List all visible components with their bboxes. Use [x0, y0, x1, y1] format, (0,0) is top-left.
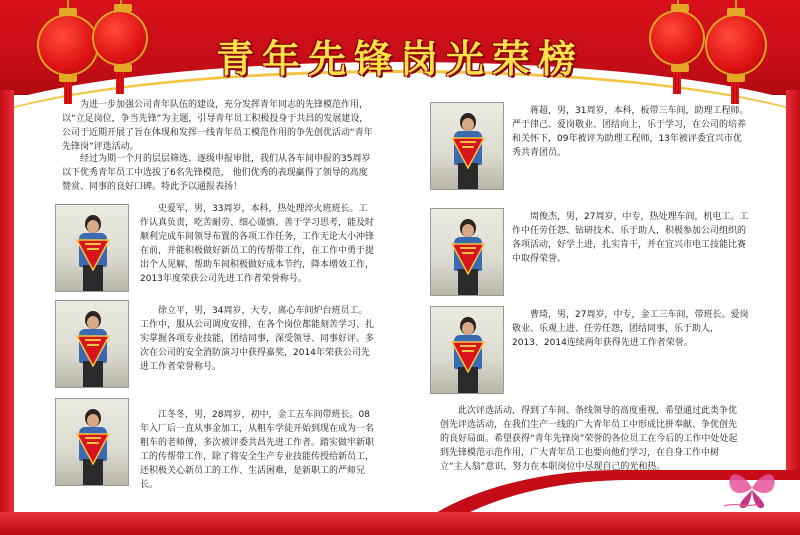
red-pennant-flag-icon [451, 341, 485, 373]
lantern-tassel [731, 82, 739, 104]
employee-photo [55, 204, 129, 292]
closing-paragraph: 此次评选活动，得到了车间、条线领导的高度重视，希望通过此类争优创先评选活动，在我们生产一线的广大青年员工中形成比拼奉献、争优创先的良好局面。希望获得“青年先锋岗”荣誉的各位员工在今后的工作中处处起到先锋模范示范作用，广大青年员工也要向他们学习，在自身工作中树立“主人翁”意识，努力在本职岗位中尽现自己的光和热。 [440, 406, 738, 472]
red-pennant-flag-icon [76, 433, 110, 465]
red-pennant-flag-icon [451, 137, 485, 169]
employee-photo [430, 102, 504, 190]
intro-paragraph-1: 为进一步加强公司青年队伍的建设，充分发挥青年同志的先锋模范作用，以“立足岗位，争当先锋”为主题，引导青年员工积极投身于共昌的发展建设，公司于近期开展了旨在体现和发挥一线青年员工模范作用的争先创优活动“青年先锋岗”评选活动。 [62, 100, 373, 152]
bottom-red-band [0, 512, 800, 535]
employee-photo [430, 208, 504, 296]
page-title: 青年先锋岗光荣榜 [215, 36, 584, 81]
bio-right-1: 蒋超，男，31周岁，本科，板带三车间，助理工程师。严于律己、爱岗敬业、团结向上，乐于学习，在公司的培养和关怀下，09年被评为助理工程师，13年被评委宜兴市优秀共青团员。 [512, 106, 749, 158]
red-pennant-flag-icon [451, 243, 485, 275]
employee-photo [55, 398, 129, 486]
bio-left-1: 史爱军，男，33周岁，本科，热处理淬火班班长。工作认真负责，吃苦耐劳、细心谨慎、善于学习思考，能及时顺利完成车间领导布置的各项工作任务，工作无论大小冲锋在前，并能积极做好新员工的传帮带工作，在工作中勇于提出个人见解，帮助车间积极做好成本节约，降本增效工作，2013年度荣获公司先进工作者荣誉称号。 [140, 204, 375, 284]
left-red-band [0, 90, 14, 535]
butterfly-flourish-icon [722, 462, 782, 512]
right-red-band [786, 90, 800, 535]
red-pennant-flag-icon [76, 239, 110, 271]
employee-photo [55, 300, 129, 388]
bio-right-2: 周俊杰，男，27周岁，中专，热处理车间，机电工。工作中任劳任怨、钻研技术、乐于助人，积极参加公司组织的各项活动，好学上进，扎实肯干，并在宜兴市电工技能比赛中取得荣誉。 [512, 212, 749, 264]
bio-left-2: 徐立平，男，34周岁，大专，离心车间炉台班员工。工作中，服从公司调度安排，在各个岗位都能刻苦学习、扎实掌握各项专业技能，团结同事，深受领导、同事好评。多次在公司的安全消防演习中获得嘉奖，2014年荣获公司先进工作者荣誉称号。 [140, 306, 375, 372]
intro-paragraph-2: 经过为期一个月的层层筛选、逐级申报审批，我们从各车间申报的35周岁以下优秀青年员工中选拔了6名先锋模范， 他们优秀的表现赢得了领导的高度赞赏、同事的良好口碑。特此予以通报表扬！ [62, 154, 371, 192]
red-pennant-flag-icon [76, 335, 110, 367]
employee-photo [430, 306, 504, 394]
bio-right-3: 曹琦，男，27周岁，中专，金工三车间，带班长。爱岗敬业、乐观上进、任劳任怨，团结同事，乐于助人，2013、2014连续两年获得先进工作者荣誉。 [512, 310, 749, 348]
bio-left-3: 江冬冬，男，28周岁，初中，金工五车间带班长。08年入厂后一直从事金加工，从粗车学徒开始到现在成为一名粗车的老师傅，多次被评委共昌先进工作者。踏实做牢新职工的传帮带工作，除了将安全生产专业技能传授给新员工，还积极关心新员工的工作、生活困难，是新职工的严师兄长。 [140, 410, 375, 490]
